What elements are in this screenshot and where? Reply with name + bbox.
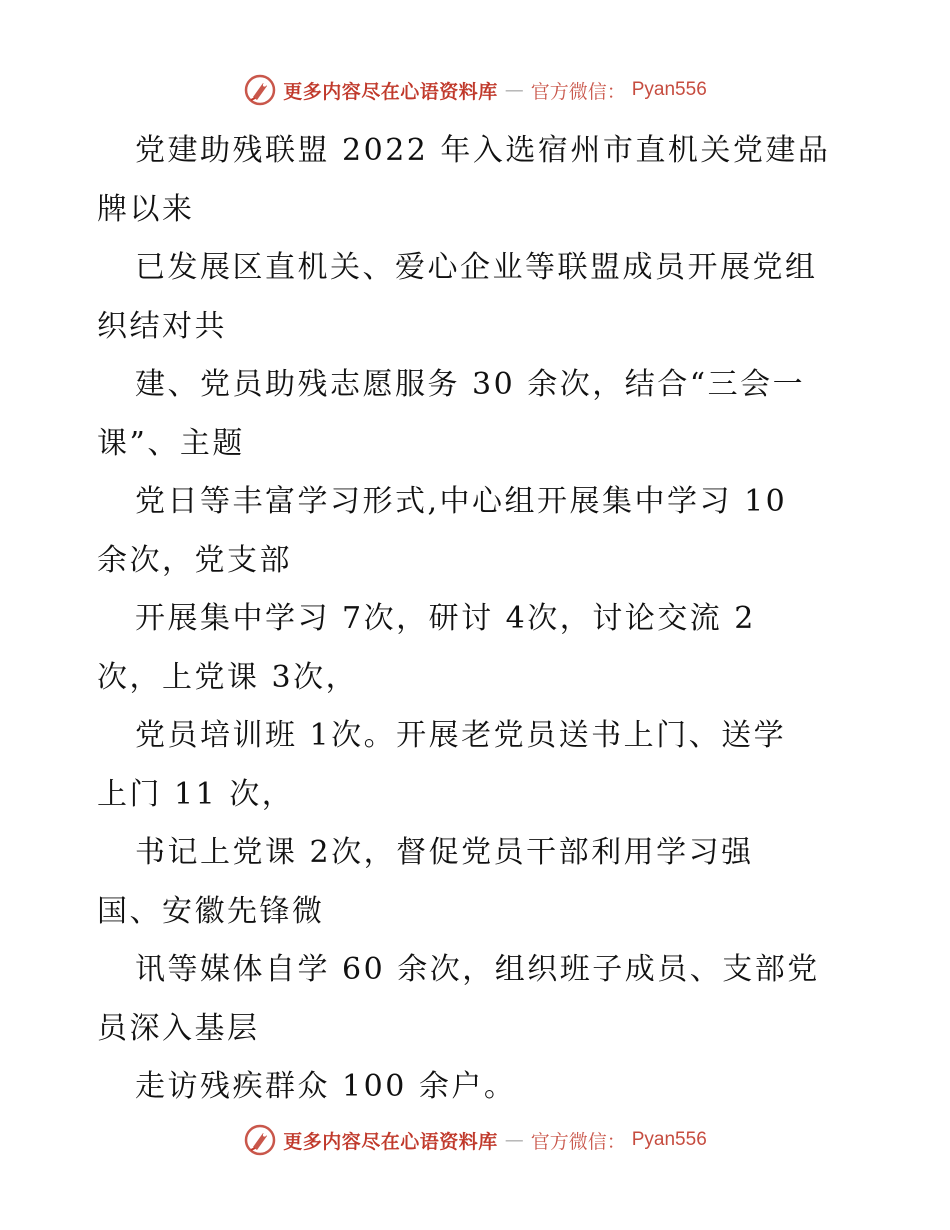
watermark-dash: —: [504, 1129, 524, 1151]
watermark-main-text: 更多内容尽在心语资料库: [283, 80, 498, 103]
text-line: 课”、主题: [97, 425, 245, 461]
text-line: 建、党员助残志愿服务 30 余次，结合“三会一: [135, 367, 806, 402]
text-line: 书记上党课 2次，督促党员干部利用学习强: [135, 835, 754, 870]
pen-nib-logo-icon: [243, 1123, 277, 1157]
watermark-wechat-id: Pyan556: [631, 1129, 707, 1150]
watermark-main-text: 更多内容尽在心语资料库: [283, 1130, 498, 1153]
text-line: 党员培训班 1次。开展老党员送书上门、送学: [135, 718, 787, 753]
document-body: [97, 122, 867, 1117]
text-line: 讯等媒体自学 60 余次，组织班子成员、支部党: [135, 952, 820, 987]
watermark-wechat-id: Pyan556: [631, 79, 707, 100]
text-line: 党建助残联盟 2022 年入选宿州市直机关党建品: [135, 133, 831, 168]
text-line: 员深入基层: [97, 1010, 260, 1046]
watermark-dash: —: [504, 79, 524, 101]
text-line: 织结对共: [97, 308, 227, 344]
text-line: 余次，党支部: [97, 542, 292, 578]
text-line: 次，上党课 3次，: [97, 659, 359, 695]
text-line: 走访残疾群众 100 余户。: [135, 1069, 517, 1104]
header-watermark: [0, 70, 950, 110]
text-line: 已发展区直机关、爱心企业等联盟成员开展党组: [135, 250, 818, 285]
watermark-sub-text: 官方微信：: [530, 80, 626, 103]
text-line: 国、安徽先锋微: [97, 893, 325, 929]
pen-nib-logo-icon: [243, 73, 277, 107]
footer-watermark: [0, 1120, 950, 1160]
watermark-sub-text: 官方微信：: [530, 1130, 626, 1153]
text-line: 开展集中学习 7次，研讨 4次，讨论交流 2: [135, 601, 756, 636]
text-line: 上门 11 次，: [97, 776, 295, 812]
text-line: 牌以来: [97, 191, 195, 227]
text-line: 党日等丰富学习形式,中心组开展集中学习 10: [135, 484, 788, 519]
